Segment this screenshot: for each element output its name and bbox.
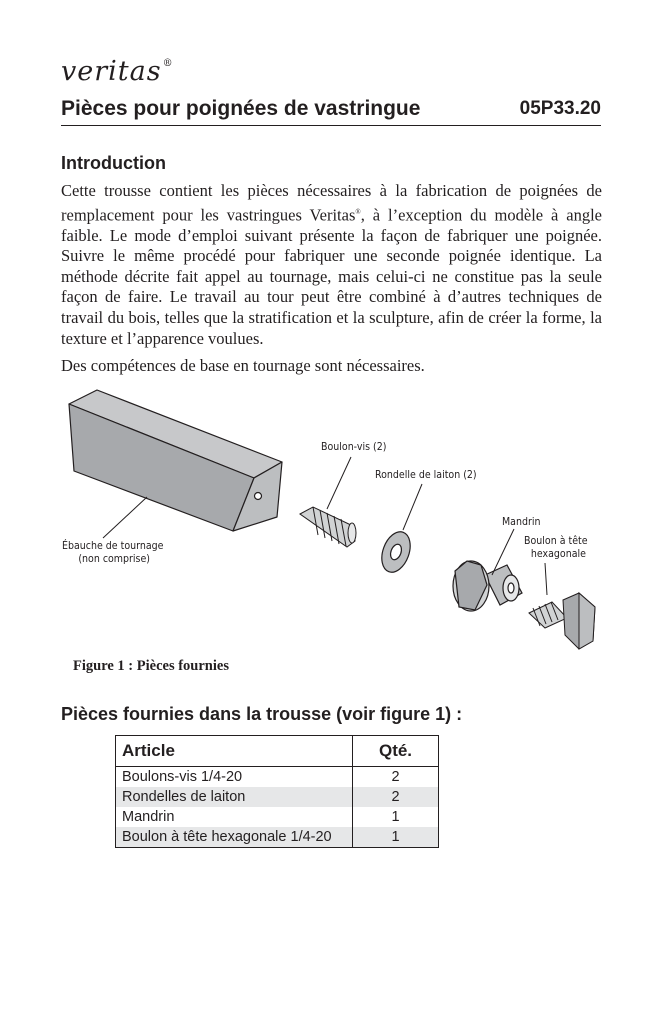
- page-title: Pièces pour poignées de vastringue: [61, 97, 421, 120]
- figure-caption: Figure 1 : Pièces fournies: [73, 658, 229, 674]
- parts-table: [115, 735, 439, 848]
- title-bar: [61, 97, 601, 126]
- cell-article: Boulon à tête hexagonale 1/4-20: [116, 827, 353, 848]
- registered-mark-inline: ®: [355, 207, 361, 216]
- table-row: [116, 807, 439, 827]
- table-row: [116, 787, 439, 807]
- turning-blank-drawing: [69, 390, 282, 531]
- label-turning-blank-line2: (non comprise): [78, 552, 150, 565]
- column-article: Article: [116, 736, 353, 767]
- cell-article: Boulons-vis 1/4-20: [122, 769, 243, 785]
- parts-heading: Pièces fournies dans la trousse (voir figure 1) :: [61, 704, 463, 724]
- table-row: [116, 827, 439, 848]
- cell-article: Mandrin: [122, 809, 175, 825]
- table-row: [116, 767, 439, 788]
- cell-article: Rondelles de laiton: [116, 787, 353, 807]
- skills-paragraph: Des compétences de base en tournage sont nécessaires.: [61, 356, 425, 375]
- label-lag-screw: Boulon-vis (2): [321, 440, 387, 453]
- label-turning-blank: [62, 539, 163, 565]
- cell-qty: 2: [353, 767, 439, 788]
- intro-paragraph-part2: , à l’exception du modèle à angle faible. Le mode d’emploi suivant présente la façon de fabriquer une poignée. Suivre le même procédé pour fabriquer une seconde poignée identique. La méthode décrite fait appel au tournage, mais celui-ci ne constitue pas la seule façon de faire. Le travail au tour peut être combiné à d’autres techniques de travail du bois, telles que la stratification et la sculpture, afin de créer la forme, la texture et l’apparence voulues.: [61, 205, 602, 348]
- brass-washer-drawing: [377, 528, 416, 576]
- column-qty: Qté.: [353, 736, 439, 767]
- veritas-logo: [61, 56, 174, 87]
- label-washer: Rondelle de laiton (2): [375, 468, 477, 481]
- cell-qty: 1: [353, 807, 439, 827]
- label-turning-blank-line1: Ébauche de tournage: [62, 539, 164, 552]
- introduction-heading: Introduction: [61, 153, 166, 173]
- cell-qty: 1: [353, 827, 439, 848]
- label-hex-bolt-line2: hexagonale: [530, 547, 586, 560]
- intro-paragraph-part1: Cette trousse contient les pièces nécessaires à la fabrication de poignées de remplacement pour les vastringues Veritas: [61, 181, 602, 225]
- parts-figure: [55, 385, 615, 665]
- lag-screw-drawing: [300, 507, 356, 547]
- product-code: 05P33.20: [519, 98, 601, 119]
- intro-paragraph: [61, 181, 602, 349]
- registered-mark: ®: [162, 58, 174, 69]
- table-header-row: [116, 736, 439, 767]
- brand-name: veritas: [61, 56, 162, 87]
- label-mandrel: Mandrin: [502, 515, 541, 528]
- label-hex-bolt: [524, 534, 588, 560]
- label-hex-bolt-line1: Boulon à tête: [524, 534, 588, 547]
- hex-bolt-drawing: [529, 593, 595, 649]
- mandrel-drawing: [453, 561, 522, 611]
- cell-qty: 2: [353, 787, 439, 807]
